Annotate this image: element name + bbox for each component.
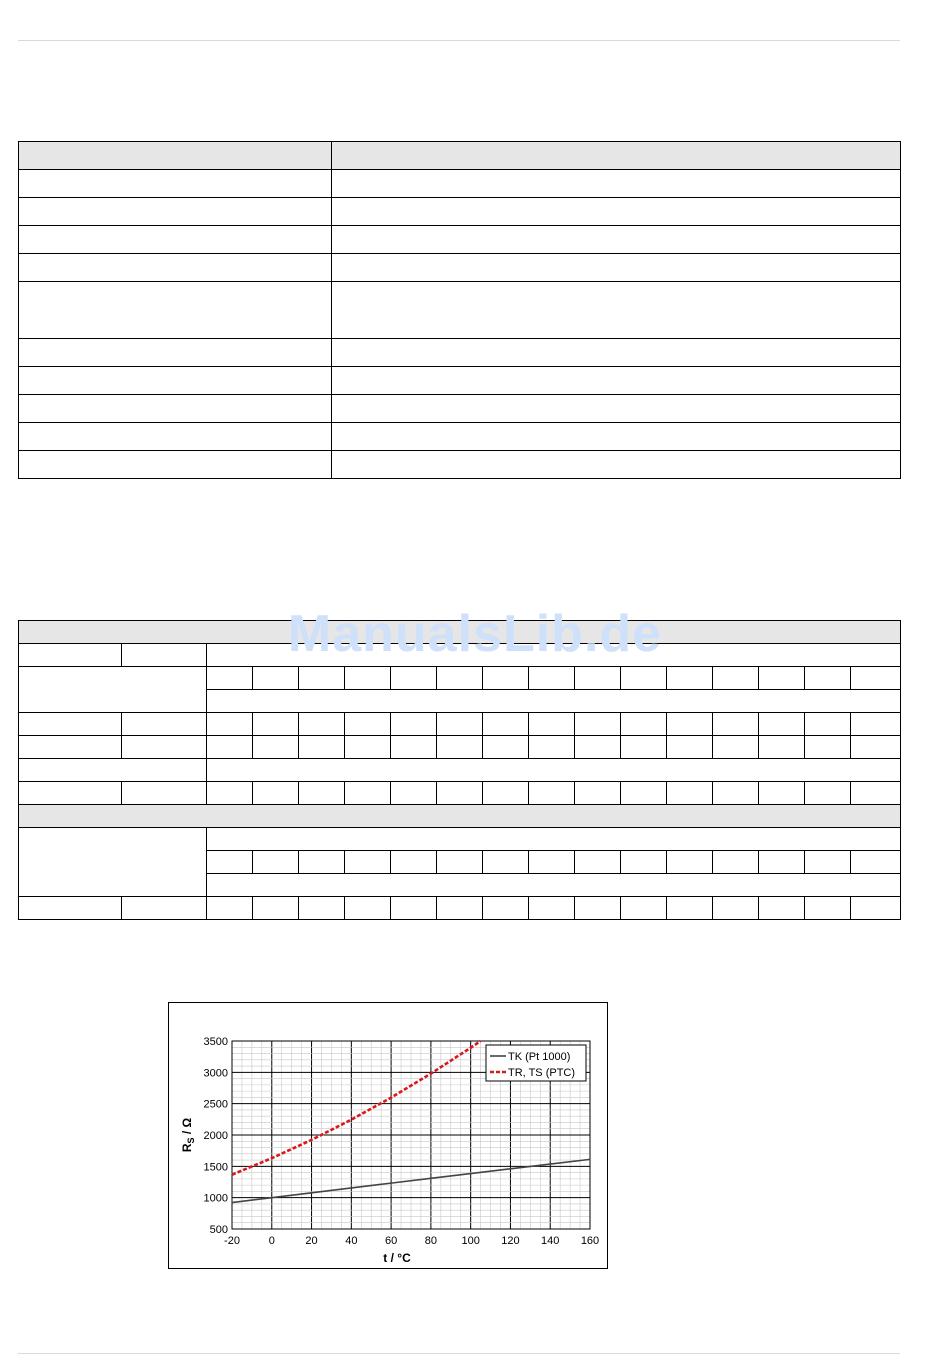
table-row xyxy=(19,254,901,282)
table-row xyxy=(19,667,901,690)
table-cell xyxy=(851,736,901,759)
table-cell xyxy=(529,736,575,759)
table-cell xyxy=(805,782,851,805)
table-row xyxy=(19,805,901,828)
table-cell xyxy=(575,667,621,690)
table-cell xyxy=(759,782,805,805)
table-cell xyxy=(253,736,299,759)
table-cell xyxy=(621,713,667,736)
table-cell xyxy=(529,851,575,874)
x-tick-label: 60 xyxy=(384,1235,398,1247)
table-cell xyxy=(805,736,851,759)
resistance-chart xyxy=(168,1002,608,1269)
resistance-table xyxy=(18,620,901,920)
table-cell xyxy=(667,782,713,805)
table-cell xyxy=(345,782,391,805)
table-cell xyxy=(253,782,299,805)
table-cell xyxy=(759,667,805,690)
table-row xyxy=(19,621,901,644)
table-row xyxy=(19,339,901,367)
x-tick-label: 140 xyxy=(541,1235,560,1247)
table-cell xyxy=(667,667,713,690)
table-cell xyxy=(713,782,759,805)
table-cell xyxy=(207,736,253,759)
table-cell xyxy=(299,897,345,920)
table-cell xyxy=(575,851,621,874)
y-tick-label: 2000 xyxy=(203,1130,228,1142)
table-cell xyxy=(345,713,391,736)
table-row xyxy=(19,423,901,451)
table-cell xyxy=(345,667,391,690)
table-cell xyxy=(483,782,529,805)
table-cell xyxy=(253,851,299,874)
table-cell xyxy=(667,736,713,759)
table-cell xyxy=(759,736,805,759)
table-row xyxy=(19,713,901,736)
table-cell xyxy=(122,897,207,920)
table-cell xyxy=(207,690,901,713)
table-cell xyxy=(851,897,901,920)
table-cell xyxy=(483,736,529,759)
table-cell xyxy=(713,736,759,759)
table-cell xyxy=(575,713,621,736)
table-cell xyxy=(713,851,759,874)
table-cell xyxy=(391,713,437,736)
table-cell xyxy=(851,667,901,690)
table-cell xyxy=(805,713,851,736)
table-row xyxy=(19,170,901,198)
x-tick-label: 40 xyxy=(345,1235,358,1247)
table-cell xyxy=(345,736,391,759)
table-cell xyxy=(621,736,667,759)
table-cell xyxy=(805,897,851,920)
table-cell xyxy=(207,782,253,805)
chart-svg xyxy=(169,1003,607,1268)
y-tick-label: 1500 xyxy=(203,1161,228,1174)
table-cell xyxy=(437,713,483,736)
table-cell xyxy=(529,713,575,736)
table-cell xyxy=(759,851,805,874)
x-axis-label: t / °C xyxy=(383,1251,411,1265)
y-tick-label: 3000 xyxy=(203,1067,228,1080)
table-cell xyxy=(253,897,299,920)
table-cell xyxy=(19,644,122,667)
table-cell xyxy=(19,897,122,920)
table-cell xyxy=(122,782,207,805)
table-cell xyxy=(253,713,299,736)
table-cell xyxy=(529,897,575,920)
table-cell xyxy=(207,713,253,736)
table-cell xyxy=(19,759,207,782)
table-cell xyxy=(19,667,207,713)
watermark: ManualsLib.de xyxy=(287,605,663,663)
x-tick-label: 0 xyxy=(268,1235,275,1247)
table-cell xyxy=(667,713,713,736)
spec-table xyxy=(18,141,901,479)
table-cell xyxy=(851,782,901,805)
table-cell xyxy=(19,828,207,897)
table-cell xyxy=(621,782,667,805)
table-cell xyxy=(391,782,437,805)
table-cell xyxy=(299,736,345,759)
table-cell xyxy=(483,851,529,874)
table-cell xyxy=(19,713,122,736)
table-cell xyxy=(759,713,805,736)
table-cell xyxy=(299,782,345,805)
table-row xyxy=(19,395,901,423)
table-cell xyxy=(19,782,122,805)
table-cell xyxy=(529,782,575,805)
table-cell xyxy=(851,851,901,874)
table-cell xyxy=(437,897,483,920)
x-tick-label: 120 xyxy=(501,1235,520,1247)
table-cell xyxy=(621,897,667,920)
y-tick-label: 2500 xyxy=(203,1098,228,1111)
x-tick-label: -20 xyxy=(224,1235,240,1247)
table-cell xyxy=(207,874,901,897)
table-cell xyxy=(437,667,483,690)
table-cell xyxy=(621,851,667,874)
table-row xyxy=(19,367,901,395)
table-cell xyxy=(437,736,483,759)
table-cell xyxy=(575,736,621,759)
table-row xyxy=(19,828,901,851)
table-cell xyxy=(851,713,901,736)
table-cell xyxy=(207,851,253,874)
table-cell xyxy=(529,667,575,690)
y-tick-label: 500 xyxy=(209,1224,228,1236)
table-row xyxy=(19,736,901,759)
table-row xyxy=(19,282,901,339)
x-tick-label: 20 xyxy=(305,1235,318,1247)
table-cell xyxy=(391,897,437,920)
table-row xyxy=(19,198,901,226)
y-tick-label: 1000 xyxy=(203,1192,228,1205)
table-row xyxy=(19,644,901,667)
table-header-row xyxy=(19,142,901,170)
x-tick-label: 80 xyxy=(424,1235,438,1247)
table-cell xyxy=(391,851,437,874)
x-tick-label: 160 xyxy=(580,1235,600,1247)
table-cell xyxy=(805,851,851,874)
table-cell xyxy=(575,782,621,805)
table-cell xyxy=(299,713,345,736)
table-cell xyxy=(207,828,901,851)
table-cell xyxy=(253,667,299,690)
x-tick-label: 100 xyxy=(461,1235,480,1247)
table-cell xyxy=(391,736,437,759)
top-divider xyxy=(18,40,900,41)
series-line xyxy=(232,1041,481,1175)
table-row xyxy=(19,451,901,479)
table-cell xyxy=(667,851,713,874)
legend-label: TR, TS (PTC) xyxy=(508,1067,576,1079)
table-cell xyxy=(122,713,207,736)
bottom-divider xyxy=(18,1353,900,1354)
table-cell xyxy=(759,897,805,920)
table-cell xyxy=(299,667,345,690)
table-cell xyxy=(575,897,621,920)
table-cell xyxy=(805,667,851,690)
table-cell xyxy=(483,667,529,690)
table-row xyxy=(19,759,901,782)
table-cell xyxy=(391,667,437,690)
table-row xyxy=(19,226,901,254)
table-cell xyxy=(621,667,667,690)
table-cell xyxy=(483,713,529,736)
table-cell xyxy=(207,897,253,920)
table-cell xyxy=(207,759,901,782)
table-cell xyxy=(345,851,391,874)
table-cell xyxy=(122,736,207,759)
header-cell xyxy=(19,142,332,170)
table-cell xyxy=(19,805,901,828)
table-cell xyxy=(122,644,207,667)
table-cell xyxy=(345,897,391,920)
table-cell xyxy=(667,897,713,920)
y-tick-label: 3500 xyxy=(203,1036,228,1048)
table-cell xyxy=(713,897,759,920)
table-cell xyxy=(437,851,483,874)
table-cell xyxy=(483,897,529,920)
table-cell xyxy=(19,621,901,644)
table-cell xyxy=(713,713,759,736)
y-axis-label: $R_S$ / Ω xyxy=(180,1117,196,1153)
table-cell xyxy=(19,736,122,759)
table-cell xyxy=(713,667,759,690)
table-cell xyxy=(299,851,345,874)
legend-label: TK (Pt 1000) xyxy=(508,1051,571,1063)
table-cell xyxy=(207,667,253,690)
header-cell xyxy=(332,142,901,170)
table-row xyxy=(19,897,901,920)
table-row xyxy=(19,782,901,805)
table-cell xyxy=(437,782,483,805)
table-cell xyxy=(207,644,901,667)
